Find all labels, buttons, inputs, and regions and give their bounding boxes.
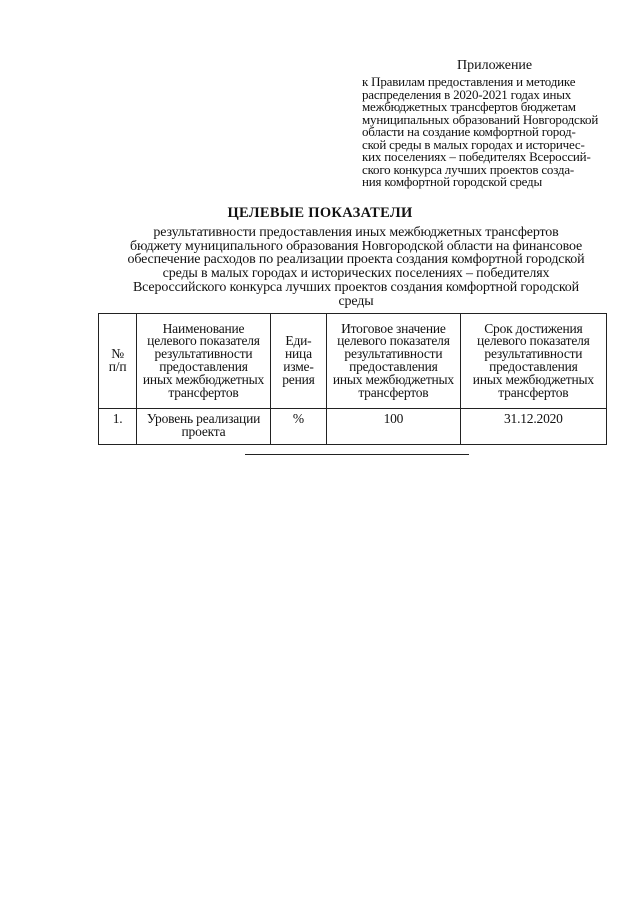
header-text: трансфертов (498, 384, 569, 400)
cell-unit: % (270, 409, 326, 445)
appendix-line: области на создание комфортной город- (362, 124, 576, 139)
header-text: трансфертов (358, 384, 429, 400)
cell-deadline: 31.12.2020 (460, 409, 606, 445)
header-text: целевого показателя (337, 333, 450, 349)
header-text: Итоговое значение (341, 320, 446, 336)
appendix-line: ния комфортной городской среды (362, 174, 542, 189)
appendix-line: ской среды в малых городах и историчес- (362, 136, 585, 152)
header-text: изме- (283, 359, 314, 374)
appendix-line: ского конкурса лучших проектов созда- (362, 161, 575, 177)
subheading-line: среды в малых городах и исторических поселениях – победителях (162, 266, 550, 282)
appendix-line: муниципальных образований Новгородской (362, 111, 599, 127)
appendix-title: Приложение (457, 58, 533, 73)
document-heading: ЦЕЛЕВЫЕ ПОКАЗАТЕЛИ (227, 205, 413, 221)
appendix-line: к Правилам предоставления и методике (362, 74, 576, 89)
header-text: иных межбюджетных (142, 371, 265, 387)
header-text: предоставления (489, 359, 578, 374)
header-text: результативности (154, 346, 253, 362)
header-text: предоставления (349, 359, 438, 374)
subheading-line: обеспечение расходов по реализации проекта создания комфортной городской (127, 252, 585, 268)
header-final-value (327, 314, 461, 409)
header-text: результативности (344, 346, 443, 362)
cell-number: 1. (99, 409, 137, 445)
appendix-line: ких поселениях – победителях Всероссий- (362, 149, 591, 164)
header-number (99, 314, 137, 409)
header-text: целевого показателя (477, 333, 590, 349)
end-divider-line (245, 454, 469, 455)
header-text: Срок достижения (484, 320, 583, 336)
header-text: целевого показателя (147, 333, 260, 349)
table-header-row (99, 314, 607, 409)
header-text: результативности (484, 346, 583, 362)
appendix-line: распределения в 2020-2021 годах иных (362, 86, 572, 102)
cell-final-value: 100 (327, 409, 461, 445)
document-subheading (100, 226, 612, 308)
table-row (99, 409, 607, 445)
indicators-table (98, 313, 607, 445)
appendix-line: межбюджетных трансфертов бюджетам (362, 99, 576, 114)
header-deadline (460, 314, 606, 409)
header-unit (270, 314, 326, 409)
header-text: иных межбюджетных (332, 371, 454, 387)
subheading-line: результативности предоставления иных межбюджетных трансфертов (153, 225, 559, 240)
header-indicator-name (137, 314, 271, 409)
header-text: Наименование (162, 320, 245, 336)
header-text: предоставления (159, 359, 248, 374)
header-text: ница (285, 346, 312, 362)
cell-indicator-name: Уровень реализации проекта (137, 409, 271, 445)
subheading-line: бюджету муниципального образования Новгородской области на финансовое (129, 238, 583, 254)
subheading-line: среды (338, 293, 374, 309)
header-text: Еди- (285, 333, 312, 349)
appendix-reference (362, 76, 608, 189)
subheading-line: Всероссийского конкурса лучших проектов создания комфортной городской (132, 279, 579, 295)
header-text: № (111, 346, 124, 362)
header-text: иных межбюджетных (472, 371, 594, 387)
header-text: п/п (108, 359, 127, 374)
header-text: трансфертов (168, 384, 239, 400)
header-text: рения (282, 371, 315, 387)
